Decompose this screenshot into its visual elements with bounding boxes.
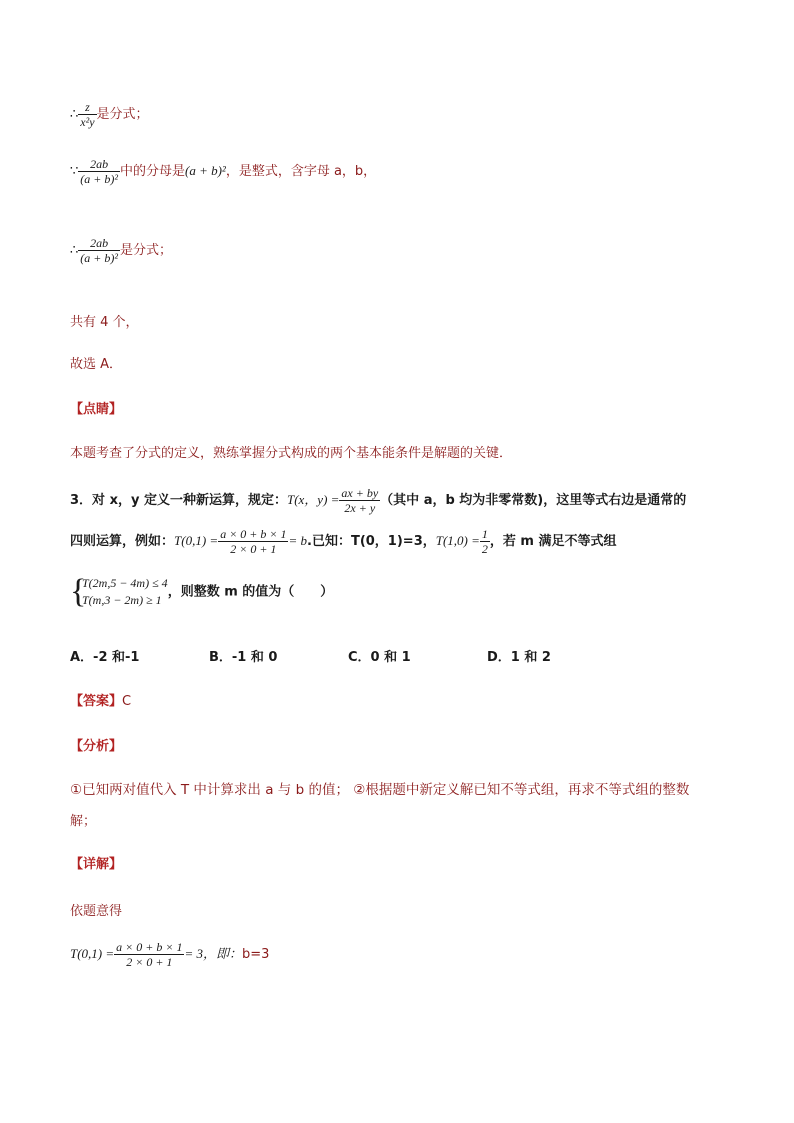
xiangjie-text: 依题意得: [70, 904, 123, 919]
half-fraction: $\frac{1}{2}$: [481, 527, 488, 556]
dianjing-heading: 【点睛】: [70, 402, 123, 417]
denominator-expr: (a + b)²: [184, 163, 226, 178]
xiangjie-heading: 【详解】: [70, 857, 123, 872]
step-line-2: [70, 157, 376, 186]
fraction-2ab: $\frac{2ab}{\text{(a + b)²}}$: [80, 157, 118, 186]
question-3-line-1: 3．对 x，y 定义一种新运算，规定：T(x，y) = $\frac{ax + by}{2x + y}$ （其中 a，b 均为非零常数)，这里等式右边是通常的: [70, 486, 687, 515]
fraction-z-over-x2y: $\frac{z}{\text{x²y}}$: [80, 100, 95, 129]
answer-value: C: [122, 694, 132, 709]
answer-heading: 【答案】: [70, 694, 123, 709]
option-a[interactable]: A．-2 和-1: [70, 650, 140, 665]
final-lhs: T(0,1) =: [70, 946, 115, 961]
fenxi-heading: 【分析】: [70, 739, 123, 754]
example-lhs: T(0,1) =: [174, 533, 219, 548]
step-line-5: 故选 A．: [70, 357, 123, 372]
example-rhs: = b: [288, 533, 308, 548]
step-line-3: [70, 236, 172, 265]
step-line-4: 共有 4 个，: [70, 315, 139, 330]
fenxi-text-2: 解；: [70, 814, 97, 829]
fenxi-text-1: ①已知两对值代入 T 中计算求出 a 与 b 的值； ②根据题中新定义解已知不等式组，再求不等式组的整数: [70, 782, 690, 798]
step-text: 中的分母是: [119, 164, 185, 179]
question-3-line-3: { T(2m,5 − 4m) ≤ 4 T(m,3 − 2m) ≥ 1 ，则整数 m 的值为（ ）: [70, 573, 334, 610]
example-fraction: $\frac{a \times 0 + b \times 1}{2 \times 0 + 1}$: [220, 527, 287, 556]
therefore-symbol: ∴: [70, 107, 79, 122]
question-3-line-2: 四则运算，例如：T(0,1) = $\frac{a \times 0 + b \times 1}{2 \times 0 + 1}$ = b.已知：T(0，1)=3，T(1,0) = $\frac{1}{2}$ ，若 m 满足不等式组: [70, 527, 617, 556]
known-t10: T(1,0) =: [435, 533, 480, 548]
final-result: b=3: [242, 947, 270, 962]
t-definition-fraction: $\frac{ax + by}{2x + y}$: [341, 486, 379, 515]
option-d[interactable]: D．1 和 2: [487, 650, 551, 665]
because-symbol: ∵: [70, 164, 79, 179]
inequality-system: { T(2m,5 − 4m) ≤ 4 T(m,3 − 2m) ≥ 1: [70, 573, 168, 610]
final-rhs: = 3，即：: [184, 946, 242, 961]
final-equation: [70, 940, 269, 969]
step-text: ，是整式，含字母 a，b，: [225, 164, 377, 179]
option-c[interactable]: C．0 和 1: [348, 650, 411, 665]
final-fraction: $\frac{a \times 0 + b \times 1}{2 \times 0 + 1}$: [116, 940, 183, 969]
fraction-2ab: $\frac{2ab}{\text{(a + b)²}}$: [80, 236, 118, 265]
brace-icon: {: [70, 573, 87, 610]
option-b[interactable]: B．-1 和 0: [209, 650, 278, 665]
step-text: 是分式；: [119, 243, 172, 258]
t-definition: T(x，y) =: [286, 492, 340, 507]
step-line-1: [70, 100, 149, 129]
answer-line: [70, 690, 131, 709]
therefore-symbol: ∴: [70, 243, 79, 258]
step-text: 是分式；: [96, 107, 149, 122]
dianjing-text: 本题考查了分式的定义，熟练掌握分式构成的两个基本能条件是解题的关键．: [70, 446, 513, 461]
